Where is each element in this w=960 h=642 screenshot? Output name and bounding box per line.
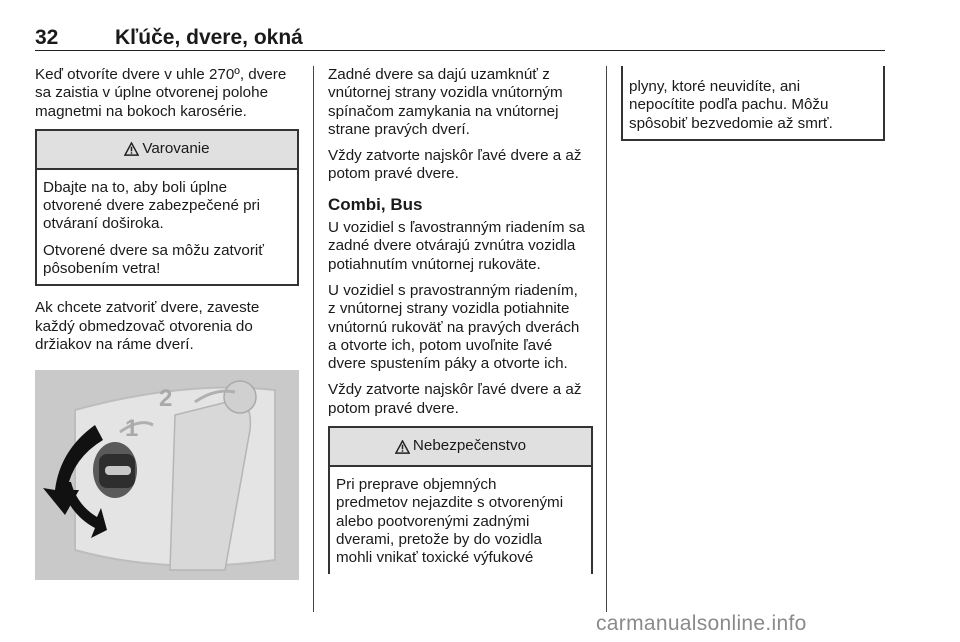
danger-box-continued [621, 66, 885, 141]
lhd-paragraph: U vozidiel s ľavostranným riadením sa zadné dvere otvárajú zvnútra vozidla potiahnutím vnútornej rukoväte. [328, 219, 585, 273]
section-heading-combi-bus: Combi, Bus [328, 194, 423, 214]
header-rule [35, 50, 885, 51]
figure-label-1: 1 [125, 415, 139, 443]
column-divider-2 [606, 66, 607, 612]
column-divider-1 [313, 66, 314, 612]
column-3 [621, 66, 885, 154]
warning-triangle-icon [124, 142, 139, 156]
warning-heading: Varovanie [142, 140, 210, 158]
warning-triangle-icon [395, 440, 410, 454]
danger-text: Pri preprave objemných predmetov nejazdite s otvorenými alebo pootvorenými zadnými dverami, pretože by do vozidla mohli vnikať toxické výfukové [336, 476, 564, 567]
danger-heading: Nebezpečenstvo [412, 437, 527, 455]
warning-box [35, 129, 299, 286]
page-number: 32 [35, 26, 59, 49]
intro-paragraph: Keď otvoríte dvere v uhle 270º, dvere sa zaistia v úplne otvorenej polohe magnetmi na bokoch karosérie. [35, 66, 287, 120]
danger-text-continued: plyny, ktoré neuvidíte, ani nepocítite podľa pachu. Môžu spôsobiť bezvedomie až smrť. [629, 78, 833, 132]
watermark: carmanualsonline.info [596, 612, 807, 635]
rear-door-lock-paragraph: Zadné dvere sa dajú uzamknúť z vnútornej strany vozidla vnútorným spínačom zamykania na vnútornej strane pravých dverí. [328, 66, 563, 138]
warning-paragraph-1: Dbajte na to, aby boli úplne otvorené dvere zabezpečené pri otváraní doširoka. [43, 178, 260, 233]
danger-header [330, 428, 591, 467]
closing-paragraph: Ak chcete zatvoriť dvere, zaveste každý obmedzovač otvorenia do držiakov na ráme dverí. [35, 299, 260, 353]
warning-header [37, 131, 297, 170]
rhd-paragraph: U vozidiel s pravostranným riadením, z vnútornej strany vozidla potiahnite vnútornú rukoväť na pravých dverách a otvorte ich, potom uvoľnite ľavé dvere spustením páky a otvorte ich. [328, 281, 580, 373]
column-2 [328, 66, 593, 574]
column-1 [35, 66, 299, 580]
danger-box [328, 426, 593, 573]
figure-label-2: 2 [159, 385, 173, 413]
door-check-diagram [35, 370, 299, 580]
warning-paragraph-2: Otvorené dvere sa môžu zatvoriť pôsobením vetra! [43, 241, 264, 278]
close-order-paragraph-1: Vždy zatvorte najskôr ľavé dvere a až potom pravé dvere. [328, 147, 582, 183]
close-order-paragraph-2: Vždy zatvorte najskôr ľavé dvere a až potom pravé dvere. [328, 381, 582, 417]
door-limiter-illustration [35, 370, 299, 580]
page-title: Kľúče, dvere, okná [115, 26, 303, 49]
